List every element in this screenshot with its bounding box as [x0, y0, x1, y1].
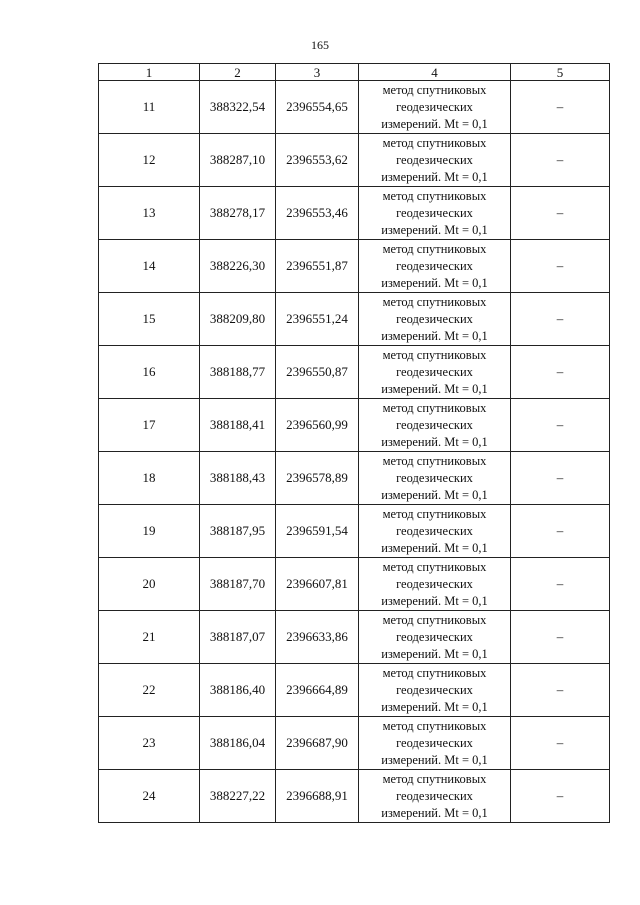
table-row [99, 664, 610, 717]
method-cell: метод спутниковых геодезических измерений. Mt = 0,1 [359, 399, 511, 452]
x-coordinate-cell: 388186,40 [200, 664, 276, 717]
note-cell: – [511, 293, 610, 346]
coordinates-table [98, 63, 610, 823]
point-number-cell: 12 [99, 134, 200, 187]
method-cell: метод спутниковых геодезических измерений. Mt = 0,1 [359, 505, 511, 558]
y-coordinate-cell: 2396687,90 [276, 717, 359, 770]
point-number-cell: 16 [99, 346, 200, 399]
note-cell: – [511, 611, 610, 664]
table-row [99, 717, 610, 770]
table-row [99, 240, 610, 293]
x-coordinate-cell: 388188,77 [200, 346, 276, 399]
method-cell: метод спутниковых геодезических измерений. Mt = 0,1 [359, 81, 511, 134]
table-row [99, 611, 610, 664]
note-cell: – [511, 717, 610, 770]
point-number-cell: 20 [99, 558, 200, 611]
method-cell: метод спутниковых геодезических измерений. Mt = 0,1 [359, 611, 511, 664]
table-row [99, 134, 610, 187]
y-coordinate-cell: 2396550,87 [276, 346, 359, 399]
method-cell: метод спутниковых геодезических измерений. Mt = 0,1 [359, 293, 511, 346]
point-number-cell: 13 [99, 187, 200, 240]
column-header-3: 3 [276, 64, 359, 81]
table-row [99, 558, 610, 611]
y-coordinate-cell: 2396554,65 [276, 81, 359, 134]
note-cell: – [511, 505, 610, 558]
x-coordinate-cell: 388322,54 [200, 81, 276, 134]
table-body [99, 81, 610, 823]
method-cell: метод спутниковых геодезических измерений. Mt = 0,1 [359, 346, 511, 399]
method-cell: метод спутниковых геодезических измерений. Mt = 0,1 [359, 240, 511, 293]
table-row [99, 81, 610, 134]
x-coordinate-cell: 388226,30 [200, 240, 276, 293]
note-cell: – [511, 187, 610, 240]
table-header [99, 64, 610, 81]
table-row [99, 293, 610, 346]
y-coordinate-cell: 2396553,46 [276, 187, 359, 240]
note-cell: – [511, 664, 610, 717]
point-number-cell: 21 [99, 611, 200, 664]
x-coordinate-cell: 388187,07 [200, 611, 276, 664]
method-cell: метод спутниковых геодезических измерений. Mt = 0,1 [359, 452, 511, 505]
note-cell: – [511, 399, 610, 452]
note-cell: – [511, 134, 610, 187]
x-coordinate-cell: 388186,04 [200, 717, 276, 770]
y-coordinate-cell: 2396591,54 [276, 505, 359, 558]
x-coordinate-cell: 388187,95 [200, 505, 276, 558]
y-coordinate-cell: 2396560,99 [276, 399, 359, 452]
table-row [99, 452, 610, 505]
y-coordinate-cell: 2396607,81 [276, 558, 359, 611]
note-cell: – [511, 558, 610, 611]
point-number-cell: 11 [99, 81, 200, 134]
method-cell: метод спутниковых геодезических измерений. Mt = 0,1 [359, 770, 511, 823]
point-number-cell: 23 [99, 717, 200, 770]
table-row [99, 399, 610, 452]
method-cell: метод спутниковых геодезических измерений. Mt = 0,1 [359, 187, 511, 240]
x-coordinate-cell: 388188,43 [200, 452, 276, 505]
x-coordinate-cell: 388227,22 [200, 770, 276, 823]
point-number-cell: 22 [99, 664, 200, 717]
note-cell: – [511, 452, 610, 505]
method-cell: метод спутниковых геодезических измерений. Mt = 0,1 [359, 134, 511, 187]
x-coordinate-cell: 388187,70 [200, 558, 276, 611]
x-coordinate-cell: 388278,17 [200, 187, 276, 240]
x-coordinate-cell: 388287,10 [200, 134, 276, 187]
y-coordinate-cell: 2396633,86 [276, 611, 359, 664]
point-number-cell: 19 [99, 505, 200, 558]
method-cell: метод спутниковых геодезических измерений. Mt = 0,1 [359, 558, 511, 611]
table-row [99, 505, 610, 558]
y-coordinate-cell: 2396551,24 [276, 293, 359, 346]
table-row [99, 770, 610, 823]
note-cell: – [511, 81, 610, 134]
note-cell: – [511, 346, 610, 399]
table-row [99, 187, 610, 240]
y-coordinate-cell: 2396553,62 [276, 134, 359, 187]
y-coordinate-cell: 2396551,87 [276, 240, 359, 293]
x-coordinate-cell: 388209,80 [200, 293, 276, 346]
page-number: 165 [311, 38, 329, 52]
method-cell: метод спутниковых геодезических измерений. Mt = 0,1 [359, 717, 511, 770]
x-coordinate-cell: 388188,41 [200, 399, 276, 452]
y-coordinate-cell: 2396578,89 [276, 452, 359, 505]
column-header-5: 5 [511, 64, 610, 81]
column-header-1: 1 [99, 64, 200, 81]
y-coordinate-cell: 2396664,89 [276, 664, 359, 717]
column-header-4: 4 [359, 64, 511, 81]
method-cell: метод спутниковых геодезических измерений. Mt = 0,1 [359, 664, 511, 717]
point-number-cell: 14 [99, 240, 200, 293]
note-cell: – [511, 770, 610, 823]
point-number-cell: 18 [99, 452, 200, 505]
y-coordinate-cell: 2396688,91 [276, 770, 359, 823]
header-row [99, 64, 610, 81]
point-number-cell: 17 [99, 399, 200, 452]
note-cell: – [511, 240, 610, 293]
point-number-cell: 24 [99, 770, 200, 823]
column-header-2: 2 [200, 64, 276, 81]
table-row [99, 346, 610, 399]
point-number-cell: 15 [99, 293, 200, 346]
